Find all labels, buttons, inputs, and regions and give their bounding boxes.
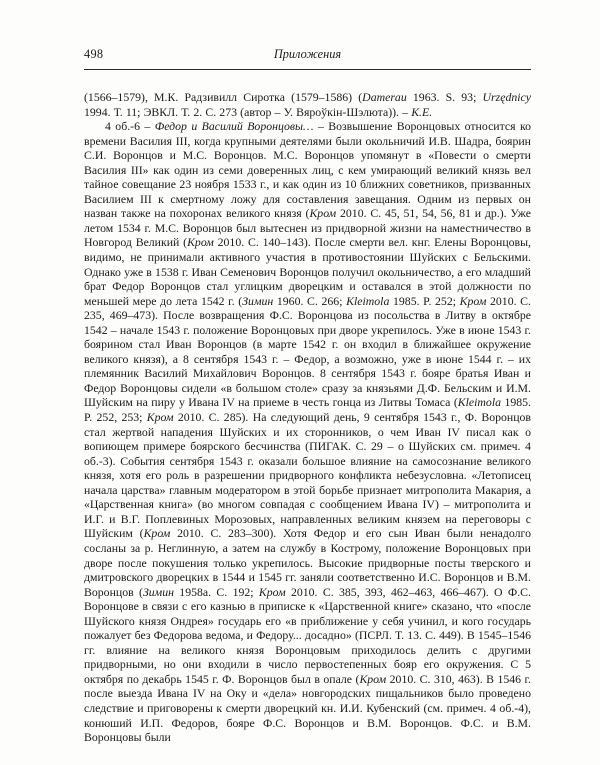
paragraph	[84, 90, 531, 119]
page-content	[84, 47, 531, 745]
text-segment: 1994. Т. 11; ЭВКЛ. Т. 2. С. 273 (автор – У. Вяроўкін-Шэлюта)). –	[84, 104, 412, 119]
text-segment: 2010. С. 285). На следующий день, 9 сентября 1543 г., Ф. Воронцов стал жертвой нападения Шуйских и их сторонников, о чем Иван IV писал как о вопиющем примере боярского бесчинства (ПИГАК. С. 29 – о Шуйских см. примеч. 4 об.-3). События сентября 1543 г. оказали большое влияние на самосознание великого князя, хотя его роль в разрешении придворного конфликта небезусловна. «Летописец начала царства» главным модератором в этой борьбе признает митрополита Макария, а «Царственная книга» (во многом совпадая с сообщением Ивана IV) – митрополита и И.Г. и В.Г. Поплевиных Морозовых, направленных великим князем на переговоры с Шуйским (	[84, 410, 531, 541]
text-segment-italic: Кром	[258, 584, 286, 599]
text-segment: 2010. С. 140–143). После смерти вел. кнг. Елены Воронцовы, видимо, не принимали активного участия в противостоянии Шуйских с Бельскими. Однако уже в 1538 г. Иван Семенович Воронцов получил окольничество, а его младший брат Федор Воронцов стал углицким дворецким и оставался в этой должности по меньшей мере до лета 1542 г. (	[84, 235, 531, 308]
text-segment: 2010. С. 283–300). Хотя Федор и его сын Иван были ненадолго сосланы за р. Неглинную, а затем на службу в Кострому, положение Воронцовых при дворе после покушения только укрепилось. Высокие придворные посты тверского и дмитровского дворецких в 1544 и 1545 гг. заняли соответственно И.С. Воронцов и В.М. Воронцов (	[84, 526, 531, 599]
running-title: Приложения	[273, 47, 342, 61]
text-segment: (1566–1579), М.К. Радзивилл Сиротка (1579–1586) (	[84, 90, 363, 104]
page-header	[84, 47, 531, 63]
text-segment: 1963. S. 93;	[406, 90, 483, 104]
text-segment: – Возвышение Воронцовых относится ко времени Василия III, когда крупными деятелями были окольничий И.В. Шадра, боярин С.И. Воронцов и М.С. Воронцов. М.С. Воронцов упомянут в «Повести о смерти Василия III» как один из семи доверенных лиц, с кем умирающий великий князь вел тайное совещание 23 ноября 1533 г., и как один из 10 ближних советников, призванных Василием III к смертному ложу для составления завещания. Одним из первых он назван также на похоронах великого князя (	[84, 119, 532, 221]
text-segment: 4 об.-6 –	[105, 119, 155, 134]
text-segment-italic: Kleimola	[346, 293, 390, 308]
text-segment-italic: Зимин	[142, 584, 174, 599]
header-rule	[84, 69, 531, 70]
text-segment: 1985. P. 252, 253;	[84, 395, 531, 425]
text-segment-italic: Кром	[143, 526, 171, 541]
page-number: 498	[84, 47, 104, 61]
text-segment: 1985. P. 252;	[389, 293, 460, 308]
text-segment-italic: Urzędnicy	[482, 90, 531, 104]
text-segment-italic: Кром	[459, 293, 487, 308]
text-segment-italic: Kleimola	[457, 395, 502, 410]
text-segment-italic: Кром	[187, 235, 214, 250]
text-segment-italic: Зимин	[242, 293, 274, 308]
text-segment: 1960. С. 266;	[273, 293, 347, 308]
commentary-text	[84, 90, 531, 745]
text-segment-italic: К.Е.	[411, 104, 433, 119]
paragraph	[84, 119, 531, 745]
text-segment-italic: Федор и Василий Воронцовы…	[154, 119, 314, 134]
text-segment: 2010. С. 45, 51, 54, 56, 81 и др.). Уже летом 1534 г. М.С. Воронцов был вытеснен из придворной жизни на наместничество в Новгород Великий (	[84, 206, 531, 250]
text-segment-italic: Кром	[309, 206, 337, 221]
text-segment: 1958а. С. 192;	[173, 584, 259, 599]
text-segment-italic: Damerau	[362, 90, 407, 104]
text-segment: 2010. С. 310, 463). В 1546 г. после выезда Ивана IV на Оку и «дела» новгородских пищальников было проведено следствие и приговорены к смерти дворецкий кн. И.И. Кубенский (см. примеч. 4 об.-4), конюший И.П. Федоров, бояре Ф.С. Воронцов и В.М. Воронцов. Ф.С. и В.М. Воронцовы были	[84, 671, 531, 745]
text-segment-italic: Кром	[359, 671, 387, 686]
text-segment-italic: Кром	[146, 410, 174, 425]
text-segment: 2010. С. 235, 469–473). После возвращения Ф.С. Воронцова из посольства в Литву в октябре 1542 – начале 1543 г. положение Воронцовых при дворе укрепилось. Уже в июне 1543 г. боярином стал Иван Воронцов (в марте 1542 г. он входил в ближайшее окружение великого князя), а 8 сентября 1543 г. – Федор, а возможно, уже в июне 1544 г. – их племянник Василий Михайлович Воронцов. 8 сентября 1543 г. бояре братья Иван и Федор Воронцовы сидели «в большом столе» сразу за князьями Д.Ф. Бельским и И.М. Шуйским на пиру у Ивана IV на приеме в честь гонца из Литвы Томаса (	[84, 293, 531, 410]
text-segment: 2010. С. 385, 393, 462–463, 466–467). О Ф.С. Воронцове в связи с его казнью в приписке к «Царственной книге» сказано, что «после Шуйского князя Ондрея» государь его «в приближение у себя учинил, и кого государь пожалует без Федорова ведома, и Федору... досадно» (ПСРЛ. Т. 13. С. 449). В 1545–1546 гг. влияние на великого князя Воронцовым приходилось делить с другими придворными, но они входили в число первостепенных бояр его окружения. С 5 октября по декабрь 1545 г. Ф. Воронцов был в опале (	[84, 584, 531, 686]
